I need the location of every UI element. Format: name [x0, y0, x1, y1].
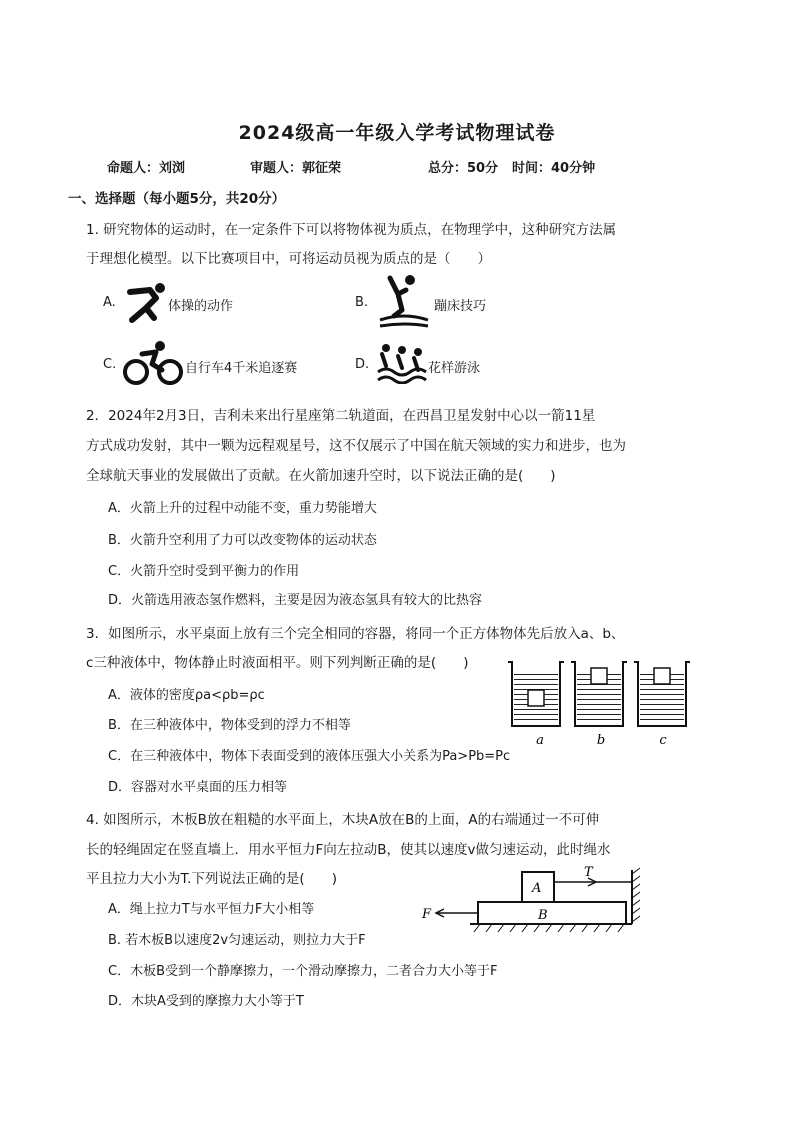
label-a: a [536, 733, 544, 748]
q1-option-b-text: 蹦床技巧 [434, 299, 487, 314]
q1-option-a-text: 体操的动作 [168, 299, 234, 314]
q4-line1: 4. 如图所示，木板B放在粗糙的水平面上，木块A放在B的上面，A的右端通过一不可伸 [86, 812, 600, 828]
q3-line2: c三种液体中，物体静止时液面相平。则下列判断正确的是( ) [86, 655, 469, 671]
label-b: b [596, 733, 606, 748]
q2-option-d: D．火箭选用液态氢作燃料，主要是因为液态氢具有较大的比热容 [108, 593, 483, 608]
q2-line1: 2．2024年2月3日，吉利未来出行星座第二轨道面，在西昌卫星发射中心以一箭11星 [86, 408, 596, 424]
label-tension-t: T [584, 865, 593, 880]
q1-option-b-letter: B. [355, 295, 369, 310]
total-score: 总分：50分 [428, 161, 499, 176]
container-c [634, 662, 690, 726]
q3-option-d: D．容器对水平桌面的压力相等 [108, 780, 288, 795]
label-c: c [659, 733, 667, 748]
q4-board-block-figure [420, 862, 648, 936]
q2-option-a: A．火箭上升的过程中动能不变，重力势能增大 [108, 501, 377, 516]
q1-option-c-text: 自行车4千米追逐赛 [185, 361, 298, 376]
reviewer: 审题人：郭征荣 [250, 161, 342, 176]
q3-option-c: C．在三种液体中，物体下表面受到的液体压强大小关系为Pa>Pb=Pc [108, 749, 511, 764]
q4-option-b: B. 若木板B以速度2v匀速运动，则拉力大于F [108, 933, 366, 948]
q1-option-d-letter: D. [355, 357, 370, 372]
container-a [508, 662, 564, 726]
q3-containers-figure [500, 652, 700, 750]
cycling-icon [122, 340, 184, 388]
q1-option-a-letter: A. [103, 295, 116, 310]
q4-option-a: A．绳上拉力T与水平恒力F大小相等 [108, 902, 315, 917]
time-limit: 时间：40分钟 [512, 161, 596, 176]
q3-line1: 3．如图所示，水平桌面上放有三个完全相同的容器，将同一个正方体物体先后放入a、b、 [86, 626, 625, 642]
q4-option-c: C．木板B受到一个静摩擦力，一个滑动摩擦力，二者合力大小等于F [108, 964, 498, 979]
q3-option-a: A．液体的密度ρa<ρb=ρc [108, 688, 265, 703]
page-title: 2024级高一年级入学考试物理试卷 [238, 122, 556, 144]
q2-line3: 全球航天事业的发展做出了贡献。在火箭加速升空时，以下说法正确的是( ) [86, 468, 556, 484]
q2-line2: 方式成功发射，其中一颗为远程观星号，这不仅展示了中国在航天领域的实力和进步，也为 [86, 438, 626, 454]
q2-option-c: C．火箭升空时受到平衡力的作用 [108, 564, 300, 579]
q4-line2: 长的轻绳固定在竖直墙上．用水平恒力F向左拉动B，使其以速度v做匀速运动，此时绳水 [86, 842, 611, 858]
q1-option-c-letter: C. [103, 357, 117, 372]
q1-option-d-text: 花样游泳 [428, 361, 481, 376]
q4-option-d: D．木块A受到的摩擦力大小等于T [108, 994, 304, 1009]
synchronized-swimming-icon [376, 340, 428, 384]
board-b [478, 902, 626, 924]
author: 命题人：刘浏 [107, 161, 186, 176]
q1-line2: 于理想化模型。以下比赛项目中，可将运动员视为质点的是（ ） [86, 251, 491, 267]
label-block-a: A [532, 881, 542, 896]
label-force-f: F [422, 907, 432, 922]
label-board-b: B [538, 908, 548, 923]
q4-line3: 平且拉力大小为T.下列说法正确的是( ) [86, 871, 337, 887]
trampoline-icon [376, 272, 432, 332]
section-heading: 一、选择题（每小题5分，共20分） [68, 191, 286, 207]
q2-option-b: B．火箭升空利用了力可以改变物体的运动状态 [108, 533, 377, 548]
q3-option-b: B．在三种液体中，物体受到的浮力不相等 [108, 718, 351, 733]
q1-line1: 1. 研究物体的运动时，在一定条件下可以将物体视为质点，在物理学中，这种研究方法属 [86, 222, 617, 238]
gymnastics-icon [120, 280, 172, 326]
container-b [571, 662, 627, 726]
